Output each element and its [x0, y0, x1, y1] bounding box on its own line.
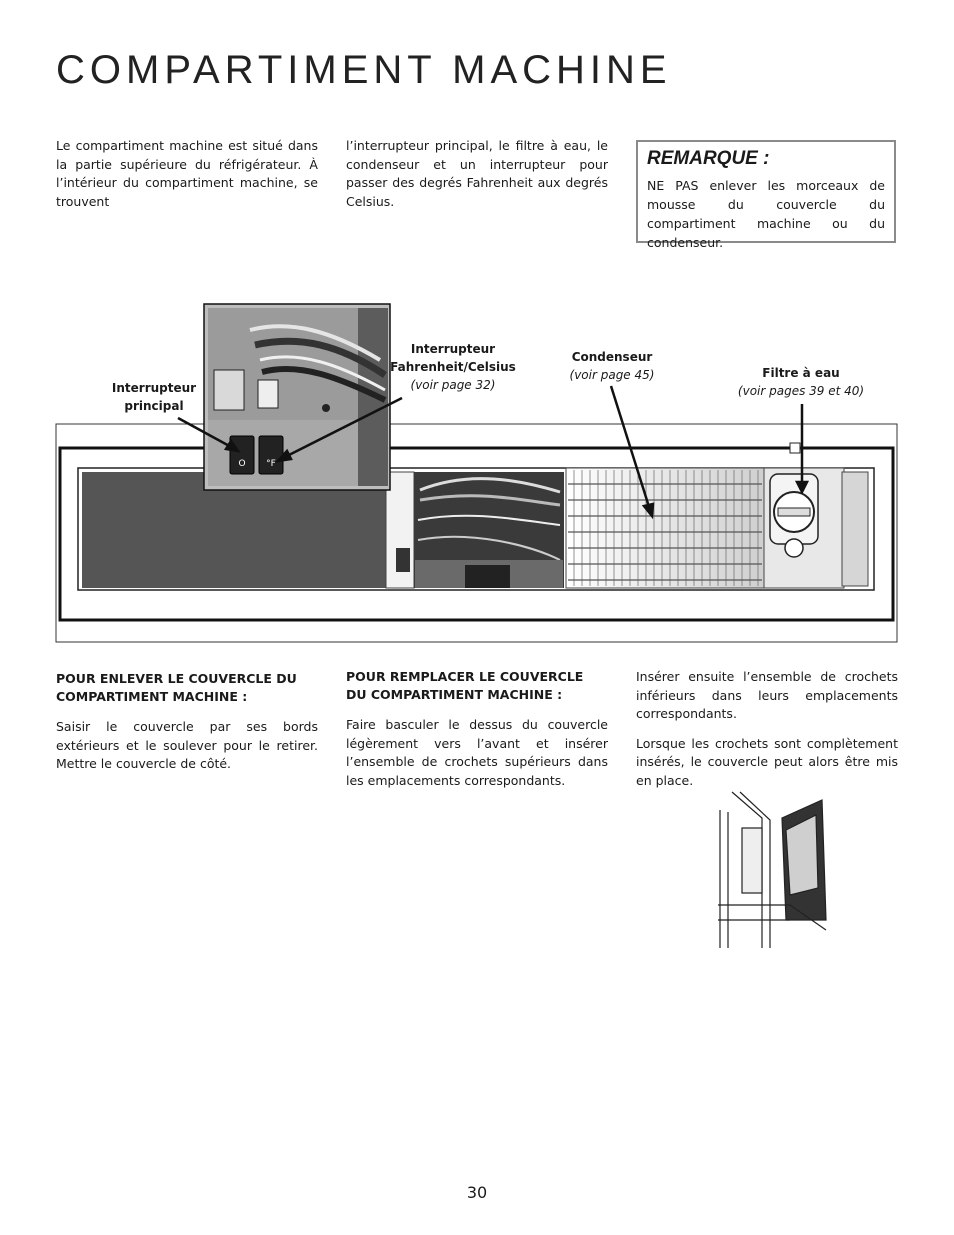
label-filter-title: Filtre à eau — [762, 366, 840, 380]
replace-cont-p2: Lorsque les crochets sont complètement insérés, le couvercle peut alors être mis en place. — [636, 735, 898, 788]
note-title: REMARQUE : — [647, 148, 770, 169]
label-fc-switch — [383, 340, 523, 394]
label-main-switch — [104, 379, 204, 415]
page-number: 30 — [466, 1183, 488, 1202]
intro-text-2: l’interrupteur principal, le filtre à eau, le condenseur et un interrupteur pour passer des degrés Fahrenheit aux degrés Celsius. — [346, 138, 608, 209]
label-fc-switch-ref: (voir page 32) — [410, 378, 496, 392]
power-switch-mark: O — [238, 459, 246, 469]
remove-heading: POUR ENLEVER LE COUVERCLE DU COMPARTIMENT MACHINE : — [56, 671, 297, 704]
fc-switch-mark: °F — [266, 459, 276, 469]
label-main-switch-line2: principal — [124, 399, 184, 413]
section-remove — [56, 670, 318, 785]
label-main-switch-line1: Interrupteur — [111, 381, 197, 395]
label-condenser — [552, 348, 672, 384]
replace-cont-p1: Insérer ensuite l’ensemble de crochets inférieurs dans leurs emplacements correspondants. — [636, 669, 898, 721]
label-condenser-title: Condenseur — [571, 350, 653, 364]
section-replace-continued — [636, 668, 898, 801]
label-fc-switch-line2: Fahrenheit/Celsius — [390, 360, 516, 374]
hinge-illustration — [718, 790, 828, 950]
section-replace — [346, 668, 608, 801]
remove-body: Saisir le couvercle par ses bords extérieurs et le soulever pour le retirer. Mettre le couvercle de côté. — [56, 719, 318, 771]
label-fc-switch-line1: Interrupteur — [410, 342, 496, 356]
label-filter-ref: (voir pages 39 et 40) — [737, 384, 865, 398]
label-filter — [736, 364, 866, 400]
page-title: COMPARTIMENT MACHINE — [56, 48, 672, 92]
label-condenser-ref: (voir page 45) — [569, 368, 655, 382]
replace-heading: POUR REMPLACER LE COUVERCLE DU COMPARTIMENT MACHINE : — [346, 669, 584, 702]
note-text: NE PAS enlever les morceaux de mousse du couvercle du compartiment machine ou du condenseur. — [647, 178, 885, 250]
intro-text-1: Le compartiment machine est situé dans la partie supérieure du réfrigérateur. À l’intérieur du compartiment machine, se trouvent — [56, 138, 318, 209]
replace-body: Faire basculer le dessus du couvercle légèrement vers l’avant et insérer l’ensemble de crochets supérieurs dans les emplacements correspondants. — [346, 717, 608, 788]
